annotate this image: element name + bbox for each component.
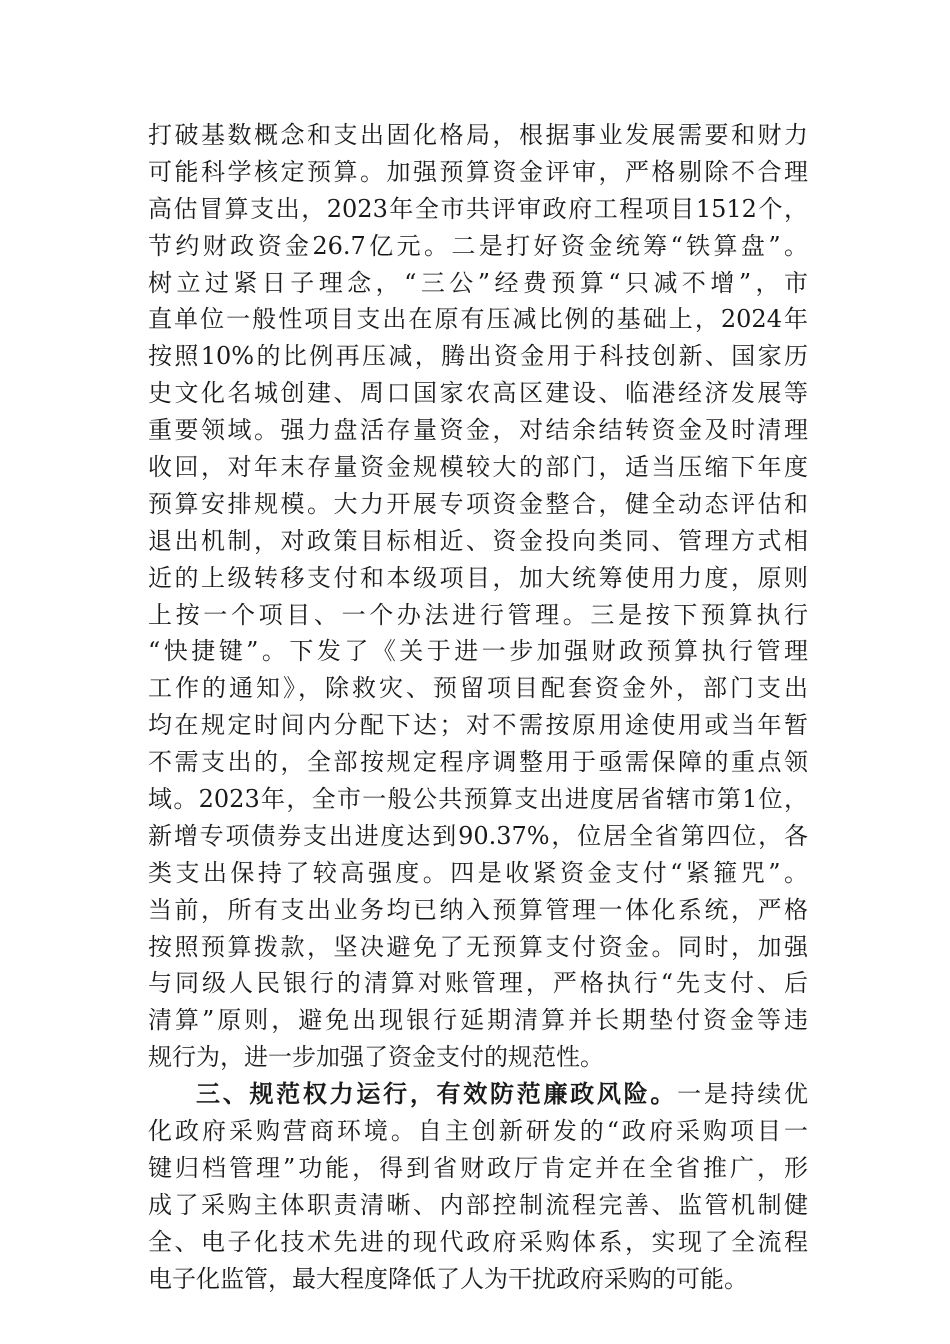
text-line: 退出机制，对政策目标相近、资金投向类同、管理方式相 [148, 526, 808, 555]
text-line: 规行为，进一步加强了资金支付的规范性。 [148, 1043, 604, 1072]
text-line: 直单位一般性项目支出在原有压减比例的基础上，2024年 [148, 305, 808, 334]
text-line: 可能科学核定预算。加强预算资金评审，严格剔除不合理 [148, 157, 808, 186]
text-line: 重要领域。强力盘活存量资金，对结余结转资金及时清理 [148, 416, 808, 445]
text-line: 树立过紧日子理念，“三公”经费预算“只减不增”，市 [148, 268, 808, 297]
section-first-line [148, 1076, 808, 1113]
text-line: “快捷键”。下发了《关于进一步加强财政预算执行管理 [148, 637, 808, 666]
text-line: 类支出保持了较高强度。四是收紧资金支付“紧箍咒”。 [148, 858, 808, 887]
text-line: 与同级人民银行的清算对账管理，严格执行“先支付、后 [148, 969, 808, 998]
text-line: 不需支出的，全部按规定程序调整用于亟需保障的重点领 [148, 748, 808, 777]
text-line: 近的上级转移支付和本级项目，加大统筹使用力度，原则 [148, 563, 808, 592]
text-line: 域。2023年，全市一般公共预算支出进度居省辖市第1位， [148, 785, 808, 814]
text-line: 化政府采购营商环境。自主创新研发的“政府采购项目一 [148, 1117, 808, 1146]
section-first-line-text: 一是持续优 [677, 1080, 809, 1109]
text-line: 打破基数概念和支出固化格局，根据事业发展需要和财力 [148, 121, 808, 149]
text-line: 按照预算拨款，坚决避免了无预算支付资金。同时，加强 [148, 932, 808, 961]
text-line: 收回，对年末存量资金规模较大的部门，适当压缩下年度 [148, 453, 808, 482]
text-line: 清算”原则，避免出现银行延期清算并长期垫付资金等违 [148, 1006, 808, 1035]
text-line: 节约财政资金26.7亿元。二是打好资金统筹“铁算盘”。 [148, 231, 808, 260]
body-text [148, 117, 808, 1298]
text-line: 上按一个项目、一个办法进行管理。三是按下预算执行 [148, 600, 808, 629]
text-line: 工作的通知》，除救灾、预留项目配套资金外，部门支出 [148, 674, 808, 703]
text-line: 史文化名城创建、周口国家农高区建设、临港经济发展等 [148, 379, 808, 408]
text-line: 键归档管理”功能，得到省财政厅肯定并在全省推广，形 [148, 1153, 808, 1182]
text-line: 电子化监管，最大程度降低了人为干扰政府采购的可能。 [148, 1264, 748, 1293]
text-line: 新增专项债券支出进度达到90.37%，位居全省第四位，各 [148, 821, 808, 850]
text-line: 预算安排规模。大力开展专项资金整合，健全动态评估和 [148, 489, 808, 518]
text-line: 成了采购主体职责清晰、内部控制流程完善、监管机制健 [148, 1190, 808, 1219]
text-line: 按照10%的比例再压减，腾出资金用于科技创新、国家历 [148, 342, 808, 371]
section-heading: 三、规范权力运行，有效防范廉政风险。 [196, 1079, 678, 1109]
text-line: 当前，所有支出业务均已纳入预算管理一体化系统，严格 [148, 895, 808, 924]
text-line: 全、电子化技术先进的现代政府采购体系，实现了全流程 [148, 1227, 808, 1256]
text-line: 均在规定时间内分配下达；对不需按原用途使用或当年暂 [148, 711, 808, 740]
text-line: 高估冒算支出，2023年全市共评审政府工程项目1512个， [148, 194, 808, 223]
